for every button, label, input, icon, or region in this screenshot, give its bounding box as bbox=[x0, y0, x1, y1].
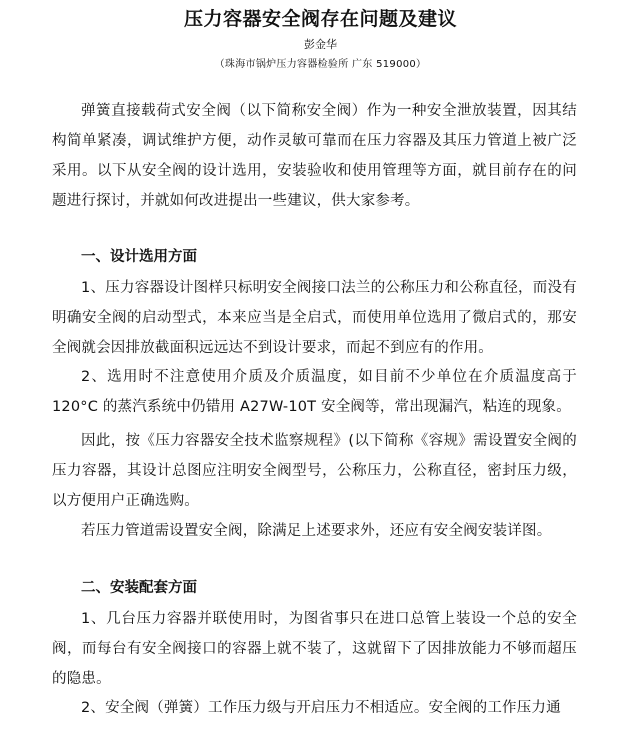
section-heading-design: 一、设计选用方面 bbox=[81, 249, 197, 265]
design-paragraph-4: 若压力管道需设置安全阀，除满足上述要求外，还应有安全阀安装详图。 bbox=[81, 523, 552, 539]
design-paragraph-2: 2、选用时不注意使用介质及介质温度，如目前不少单位在介质温度高于120°C 的蒸汽系统中仍错用 A27W-10T 安全阀等，常出现漏汽，粘连的现象。 bbox=[52, 369, 577, 415]
installation-paragraph-2: 2、安全阀（弹簧）工作压力级与开启压力不相适应。安全阀的工作压力通 bbox=[81, 700, 561, 716]
document-title: 压力容器安全阀存在问题及建议 bbox=[183, 8, 457, 30]
intro-paragraph: 弹簧直接载荷式安全阀（以下简称安全阀）作为一种安全泄放装置，因其结构简单紧凑，调试维护方便，动作灵敏可靠而在压力容器及其压力管道上被广泛采用。以下从安全阀的设计选用，安装验收和使用管理等方面，就目前存在的问题进行探讨，并就如何改进提出一些建议，供大家参考。 bbox=[52, 103, 577, 209]
installation-paragraph-1: 1、几台压力容器并联使用时，为图省事只在进口总管上装设一个总的安全阀，而每台有安全阀接口的容器上就不装了，这就留下了因排放能力不够而超压的隐患。 bbox=[52, 611, 577, 687]
section-heading-installation: 二、安装配套方面 bbox=[81, 580, 197, 596]
design-paragraph-1: 1、压力容器设计图样只标明安全阀接口法兰的公称压力和公称直径，而没有明确安全阀的启动型式，本来应当是全启式，而使用单位选用了微启式的，那安全阀就会因排放截面积远远达不到设计要求，而起不到应有的作用。 bbox=[52, 280, 577, 356]
design-paragraph-3: 因此，按《压力容器安全技术监察规程》(以下简称《容规》需设置安全阀的压力容器，其设计总图应注明安全阀型号，公称压力，公称直径，密封压力级，以方便用户正确选购。 bbox=[52, 433, 577, 509]
author-name: 彭金华 bbox=[304, 38, 337, 51]
author-affiliation: （珠海市锅炉压力容器检验所 广东 519000） bbox=[214, 59, 427, 70]
